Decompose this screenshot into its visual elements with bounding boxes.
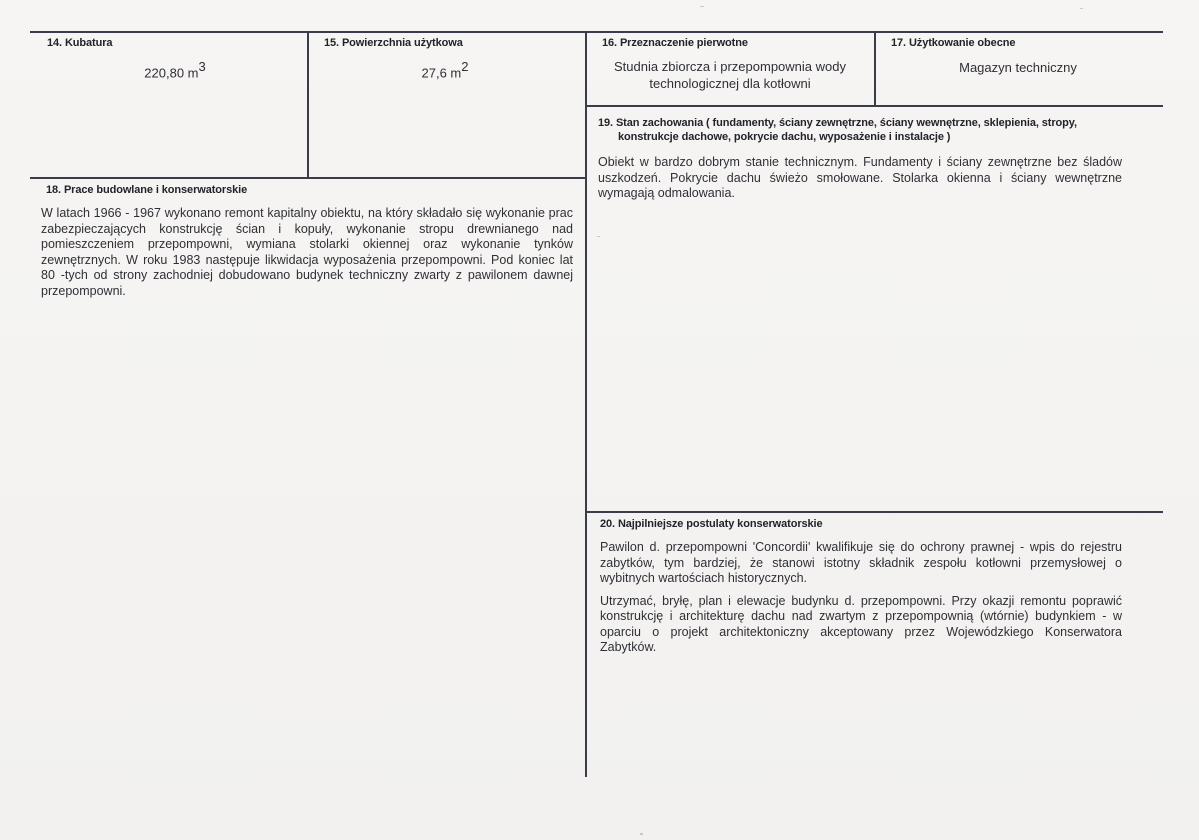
- field-20-paragraph-1: Pawilon d. przepompowni 'Concordii' kwalifikuje się do ochrony prawnej - wpis do rejestru zabytków, tym bardziej, że stanowi istotny składnik zespołu kotłowni przemysłowej o wybitnych wartościach historycznych.: [600, 540, 1122, 585]
- field-19-label: 19. Stan zachowania ( fundamenty, ściany zewnętrzne, ściany wewnętrzne, sklepienia, stropy, konstrukcje dachowe, pokrycie dachu, wyposażenie i instalacje ): [598, 117, 1077, 143]
- scan-speck: [700, 6, 704, 7]
- field-15-value: [395, 59, 495, 81]
- field-17-value: Magazyn techniczny: [959, 60, 1077, 75]
- scan-speck: [640, 833, 643, 835]
- field-16-label: 16. Przeznaczenie pierwotne: [602, 37, 748, 49]
- field-14-label: 14. Kubatura: [47, 37, 113, 49]
- field-16-value: Studnia zbiorcza i przepompownia wody technologicznej dla kotłowni: [614, 59, 846, 91]
- field-20-text: [600, 540, 1122, 663]
- kubatura-unit-exponent: 3: [198, 59, 206, 74]
- field-20-label: 20. Najpilniejsze postulaty konserwatorskie: [600, 518, 823, 530]
- top-border: [30, 31, 1163, 33]
- divider-16-17: [874, 31, 876, 106]
- scan-speck: [1080, 8, 1083, 9]
- divider-14-15: [307, 31, 309, 178]
- field-18-text: W latach 1966 - 1967 wykonano remont kapitalny obiektu, na który składało się wykonanie prac zabezpieczających konstrukcję ścian i kopuły, wykonanie stropu drewnianego nad pomieszczeniem przepompowni, wymiana stolarki okiennej oraz wykonanie tynków zewnętrznych. W roku 1983 następuje likwidacja wyposażenia przepompowni. Pod koniec lat 80 -tych od strony zachodniej dobudowano budynek techniczny zwarty z pawilonem dawnej przepompowni.: [41, 206, 573, 298]
- field-20-paragraph-2: Utrzymać, bryłę, plan i elewacje budynku d. przepompowni. Przy okazji remontu poprawić konstrukcję i architekturę dachu nad zwartym z przepompownią (wtórnie) budynkiem - w oparciu o projekt architektoniczny akceptowany przez Wojewódzkiego Konserwatora Zabytków.: [600, 593, 1122, 654]
- field-17-label: 17. Użytkowanie obecne: [891, 37, 1016, 49]
- field-18-label: 18. Prace budowlane i konserwatorskie: [46, 184, 248, 196]
- area-unit-exponent: 2: [461, 59, 469, 74]
- kubatura-value: 220,80 m: [144, 65, 199, 81]
- divider-20-top: [586, 511, 1163, 513]
- field-19-text: Obiekt w bardzo dobrym stanie technicznym. Fundamenty i ściany zewnętrzne bez śladów uszkodzeń. Pokrycie dachu świeżo smołowane. Stolarka okienna i ściany wewnętrzne wymagają odmalowania.: [598, 155, 1122, 200]
- scan-speck: [597, 236, 600, 237]
- area-value: 27,6 m: [421, 65, 462, 81]
- center-divider: [585, 31, 587, 777]
- field-15-label: 15. Powierzchnia użytkowa: [324, 37, 463, 49]
- field-14-value: [120, 59, 230, 81]
